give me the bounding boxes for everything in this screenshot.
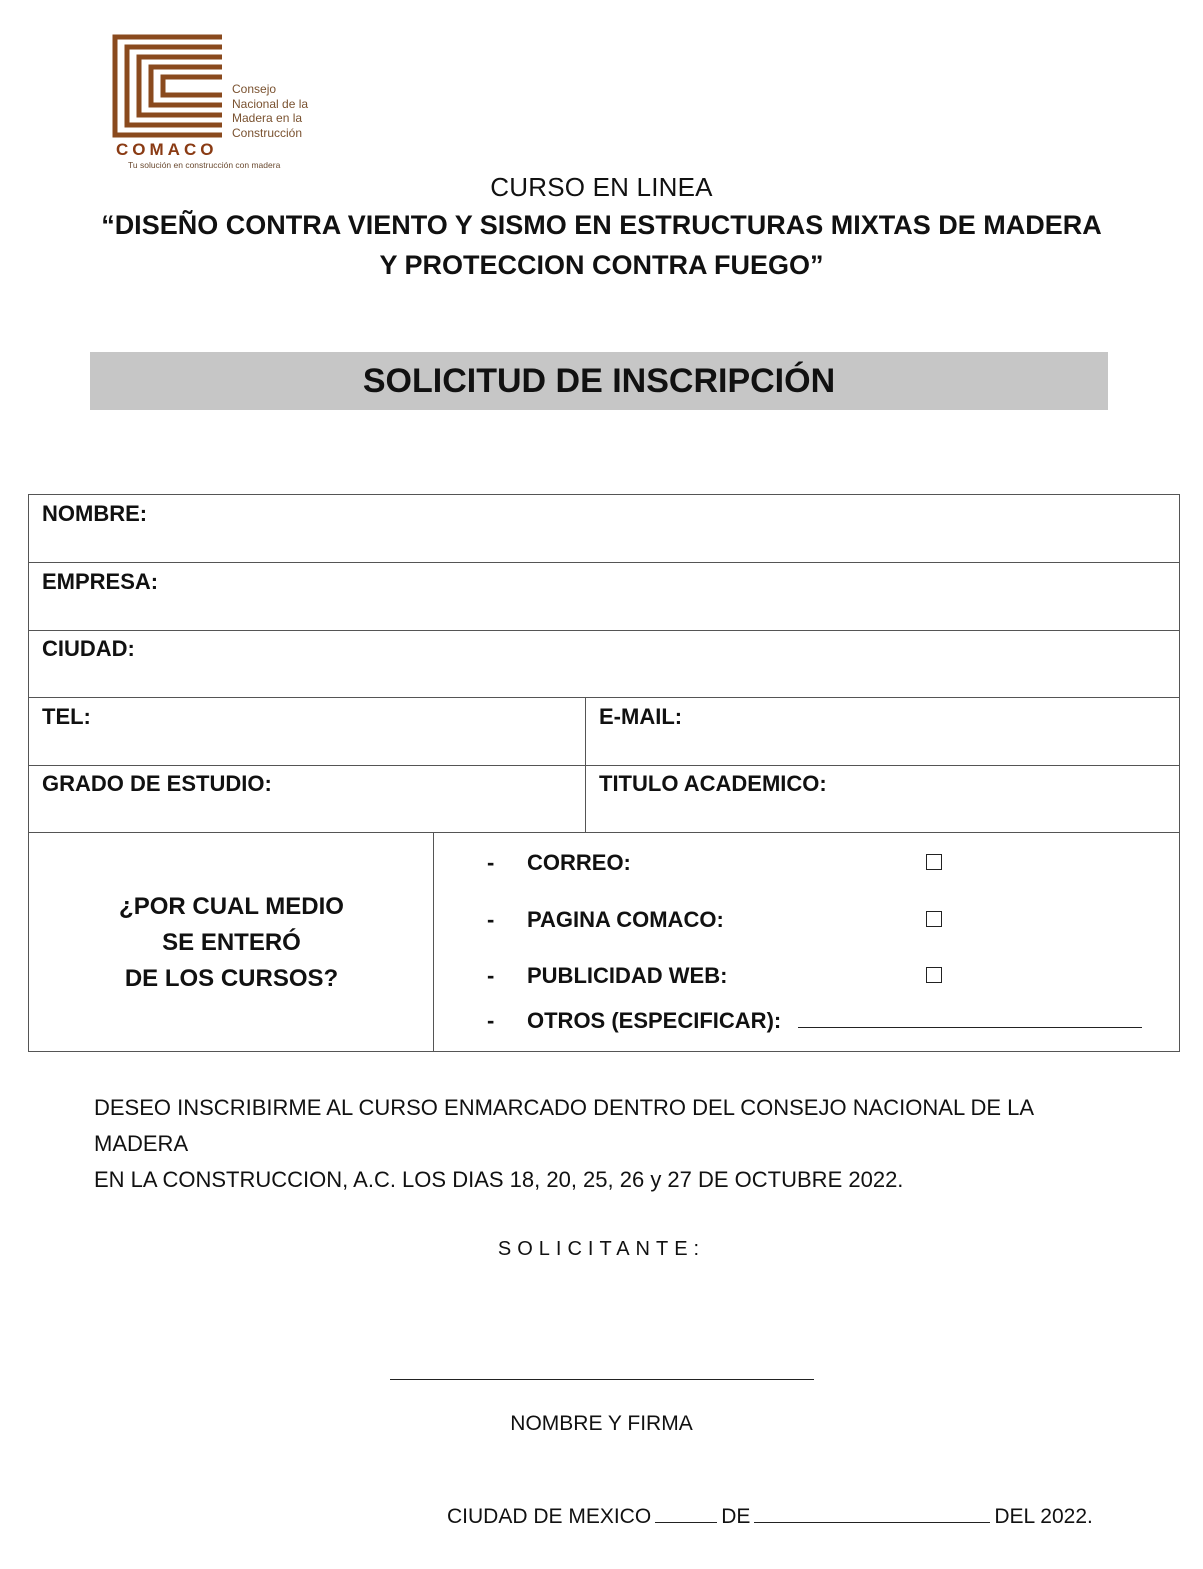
referral-question-line: DE LOS CURSOS? [124,964,339,992]
date-line [447,1504,1093,1529]
solicitante-label: SOLICITANTE: [497,1238,706,1260]
email-field[interactable]: E-MAIL: [599,704,683,729]
logo-org-line: Nacional de la [232,96,309,111]
option-publicidad-web-label: PUBLICIDAD WEB: [527,963,728,988]
empresa-field[interactable]: EMPRESA: [42,569,159,594]
referral-question-line: SE ENTERÓ [162,928,301,956]
option-bullet: - [487,907,495,932]
row-divider [29,630,1179,631]
ciudad-field[interactable]: CIUDAD: [42,636,135,661]
column-divider [585,697,586,832]
option-publicidad-web-checkbox[interactable] [926,967,942,983]
statement-line: DESEO INSCRIBIRME AL CURSO ENMARCADO DENTRO DEL CONSEJO NACIONAL DE LA MADERA [94,1095,1033,1156]
option-correo-checkbox[interactable] [926,854,942,870]
nombre-field[interactable]: NOMBRE: [42,501,148,526]
logo-tagline: Tu solución en construcción con madera [128,160,281,170]
referral-question [29,833,434,1052]
course-type: CURSO EN LINEA [490,172,713,202]
logo-org-line: Madera en la [232,111,303,125]
comaco-logo [112,34,332,174]
option-otros-label: OTROS (ESPECIFICAR): [527,1008,782,1033]
grado-estudio-field[interactable]: GRADO DE ESTUDIO: [42,771,272,796]
month-blank[interactable] [754,1504,990,1523]
form-title: SOLICITUD DE INSCRIPCIÓN [362,361,836,400]
date-de: DE [721,1505,751,1528]
date-year: DEL 2022. [994,1505,1093,1528]
course-title-line-1: “DISEÑO CONTRA VIENTO Y SISMO EN ESTRUCTURAS MIXTAS DE MADERA [101,210,1102,240]
statement-line: EN LA CONSTRUCCION, A.C. LOS DIAS 18, 20, 25, 26 y 27 DE OCTUBRE 2022. [94,1167,904,1192]
enrollment-statement [94,1090,1124,1198]
comaco-emblem-icon [112,34,224,138]
option-correo-label: CORREO: [527,850,631,875]
option-bullet: - [487,1008,495,1033]
logo-org-name [232,82,308,140]
option-pagina-comaco-label: PAGINA COMACO: [527,907,724,932]
option-pagina-comaco-checkbox[interactable] [926,911,942,927]
nombre-firma-label: NOMBRE Y FIRMA [510,1412,693,1435]
signature-line[interactable] [390,1379,814,1380]
form-title-banner [90,352,1108,410]
course-title-line-2: Y PROTECCION CONTRA FUEGO” [379,250,824,280]
date-city: CIUDAD DE MEXICO [447,1505,652,1528]
option-otros-input-line[interactable] [798,1027,1142,1028]
day-blank[interactable] [655,1504,717,1523]
logo-org-line: Consejo [232,82,277,96]
logo-brand: COMACO [116,140,218,159]
row-divider [29,697,1179,698]
logo-org-line: Construcción [232,125,303,140]
tel-field[interactable]: TEL: [42,704,91,729]
registration-form [28,494,1180,1052]
referral-question-line: ¿POR CUAL MEDIO [119,892,344,920]
row-divider [29,562,1179,563]
option-bullet: - [487,963,495,988]
row-divider [29,765,1179,766]
option-bullet: - [487,850,495,875]
titulo-academico-field[interactable]: TITULO ACADEMICO: [599,771,827,796]
